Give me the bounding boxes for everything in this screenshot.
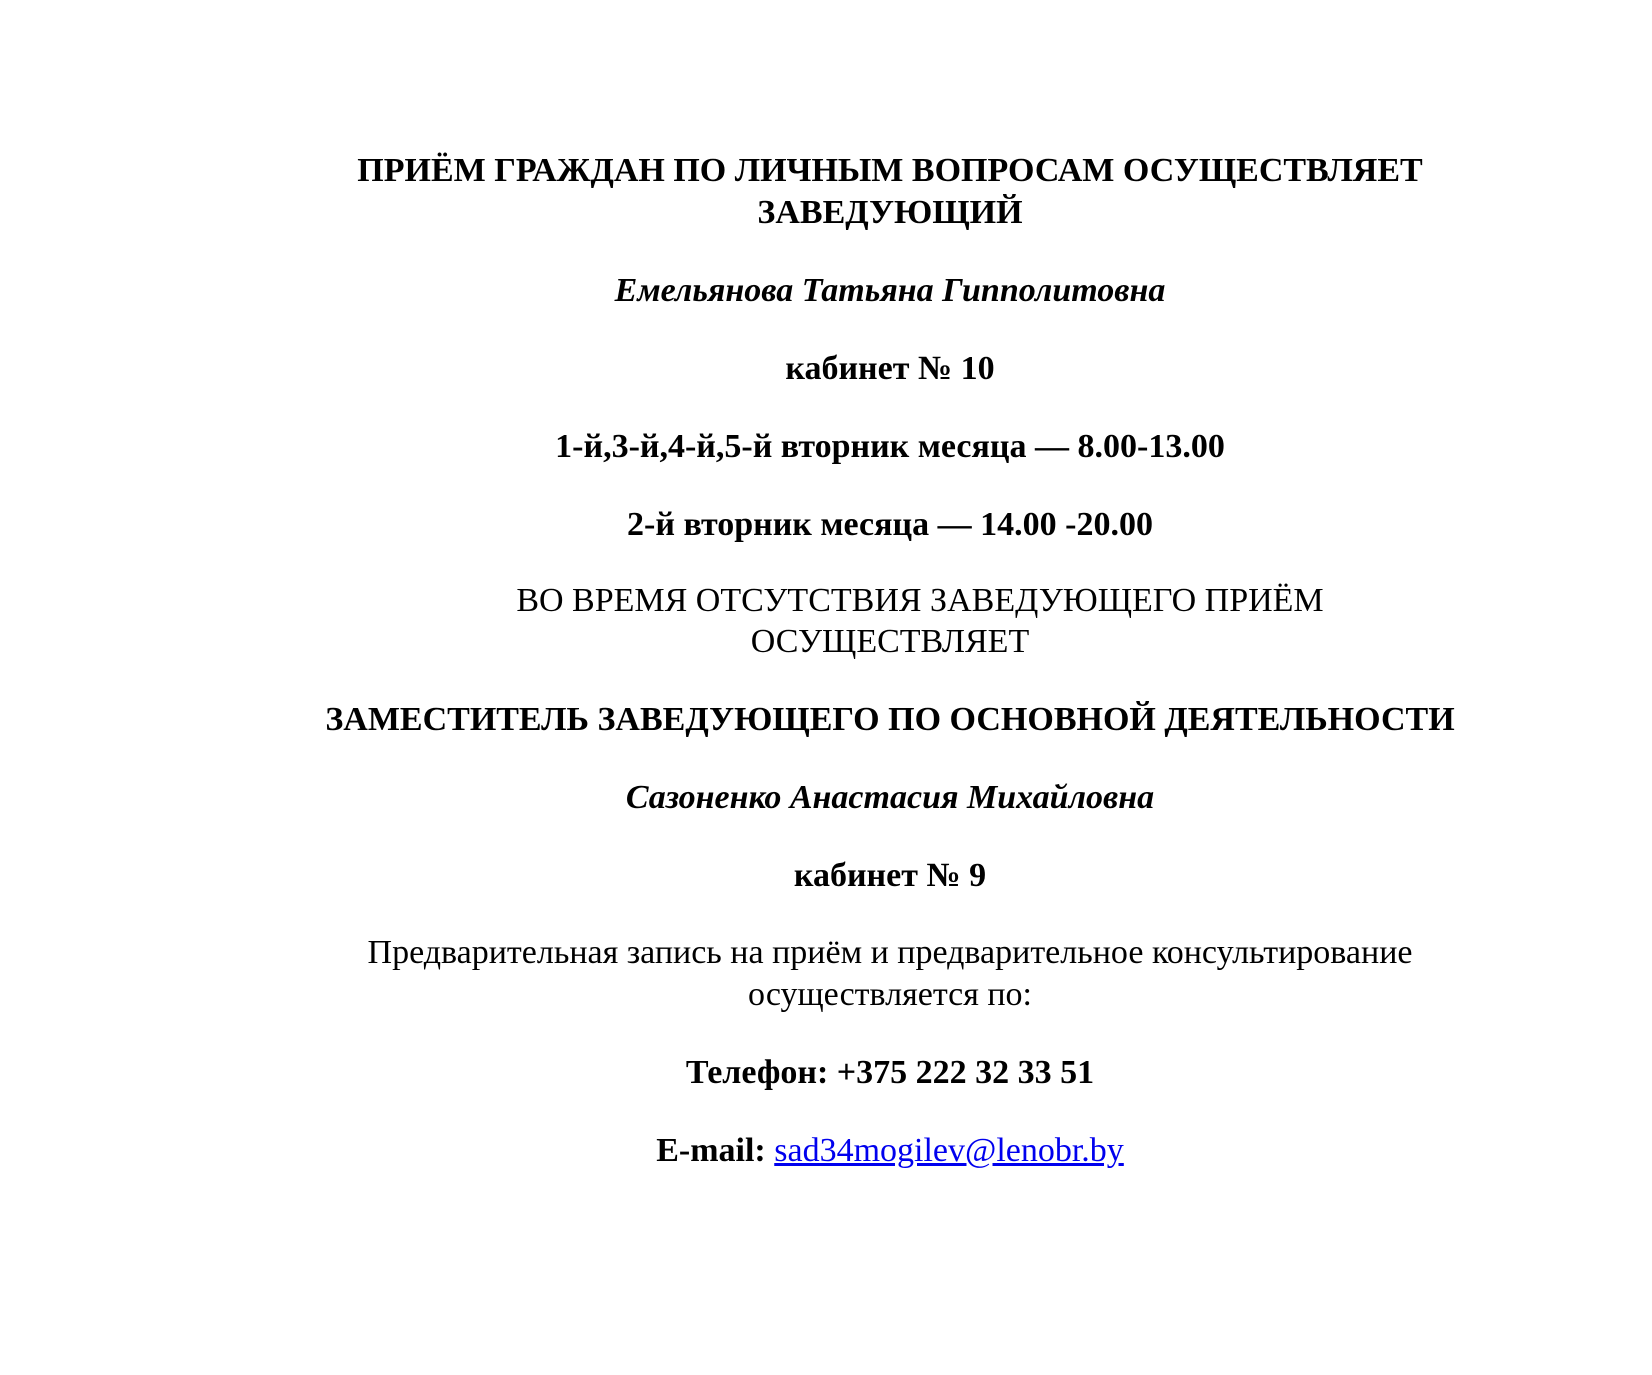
deputy-name: Сазоненко Анастасия Михайловна — [625, 779, 1155, 816]
absence-line-2: ОСУЩЕСТВЛЯЕТ — [750, 623, 1030, 660]
heading-line-1: ПРИЁМ ГРАЖДАН ПО ЛИЧНЫМ ВОПРОСАМ ОСУЩЕСТВЛЯЕТ — [357, 152, 1423, 189]
prereg-line-1: Предварительная запись на приём и предварительное консультирование — [367, 934, 1413, 971]
heading-line-2: ЗАВЕДУЮЩИЙ — [757, 194, 1023, 231]
schedule-line-1: 1-й,3-й,4-й,5-й вторник месяца — 8.00-13.00 — [555, 428, 1225, 465]
deputy-office: кабинет № 9 — [793, 857, 987, 894]
absence-line-1: ВО ВРЕМЯ ОТСУТСТВИЯ ЗАВЕДУЮЩЕГО ПРИЁМ — [516, 582, 1324, 619]
email-label: E-mail: — [656, 1132, 766, 1169]
email-line — [180, 1130, 1600, 1172]
prereg-line-2: осуществляется по: — [747, 976, 1032, 1013]
schedule-line-2: 2-й вторник месяца — 14.00 -20.00 — [627, 506, 1153, 543]
head-office: кабинет № 10 — [785, 350, 995, 387]
deputy-title: ЗАМЕСТИТЕЛЬ ЗАВЕДУЮЩЕГО ПО ОСНОВНОЙ ДЕЯТЕЛЬНОСТИ — [325, 701, 1455, 738]
phone-line: Телефон: +375 222 32 33 51 — [685, 1054, 1095, 1091]
email-link[interactable]: sad34mogilev@lenobr.by — [774, 1132, 1124, 1169]
head-name: Емельянова Татьяна Гипполитовна — [614, 272, 1166, 309]
